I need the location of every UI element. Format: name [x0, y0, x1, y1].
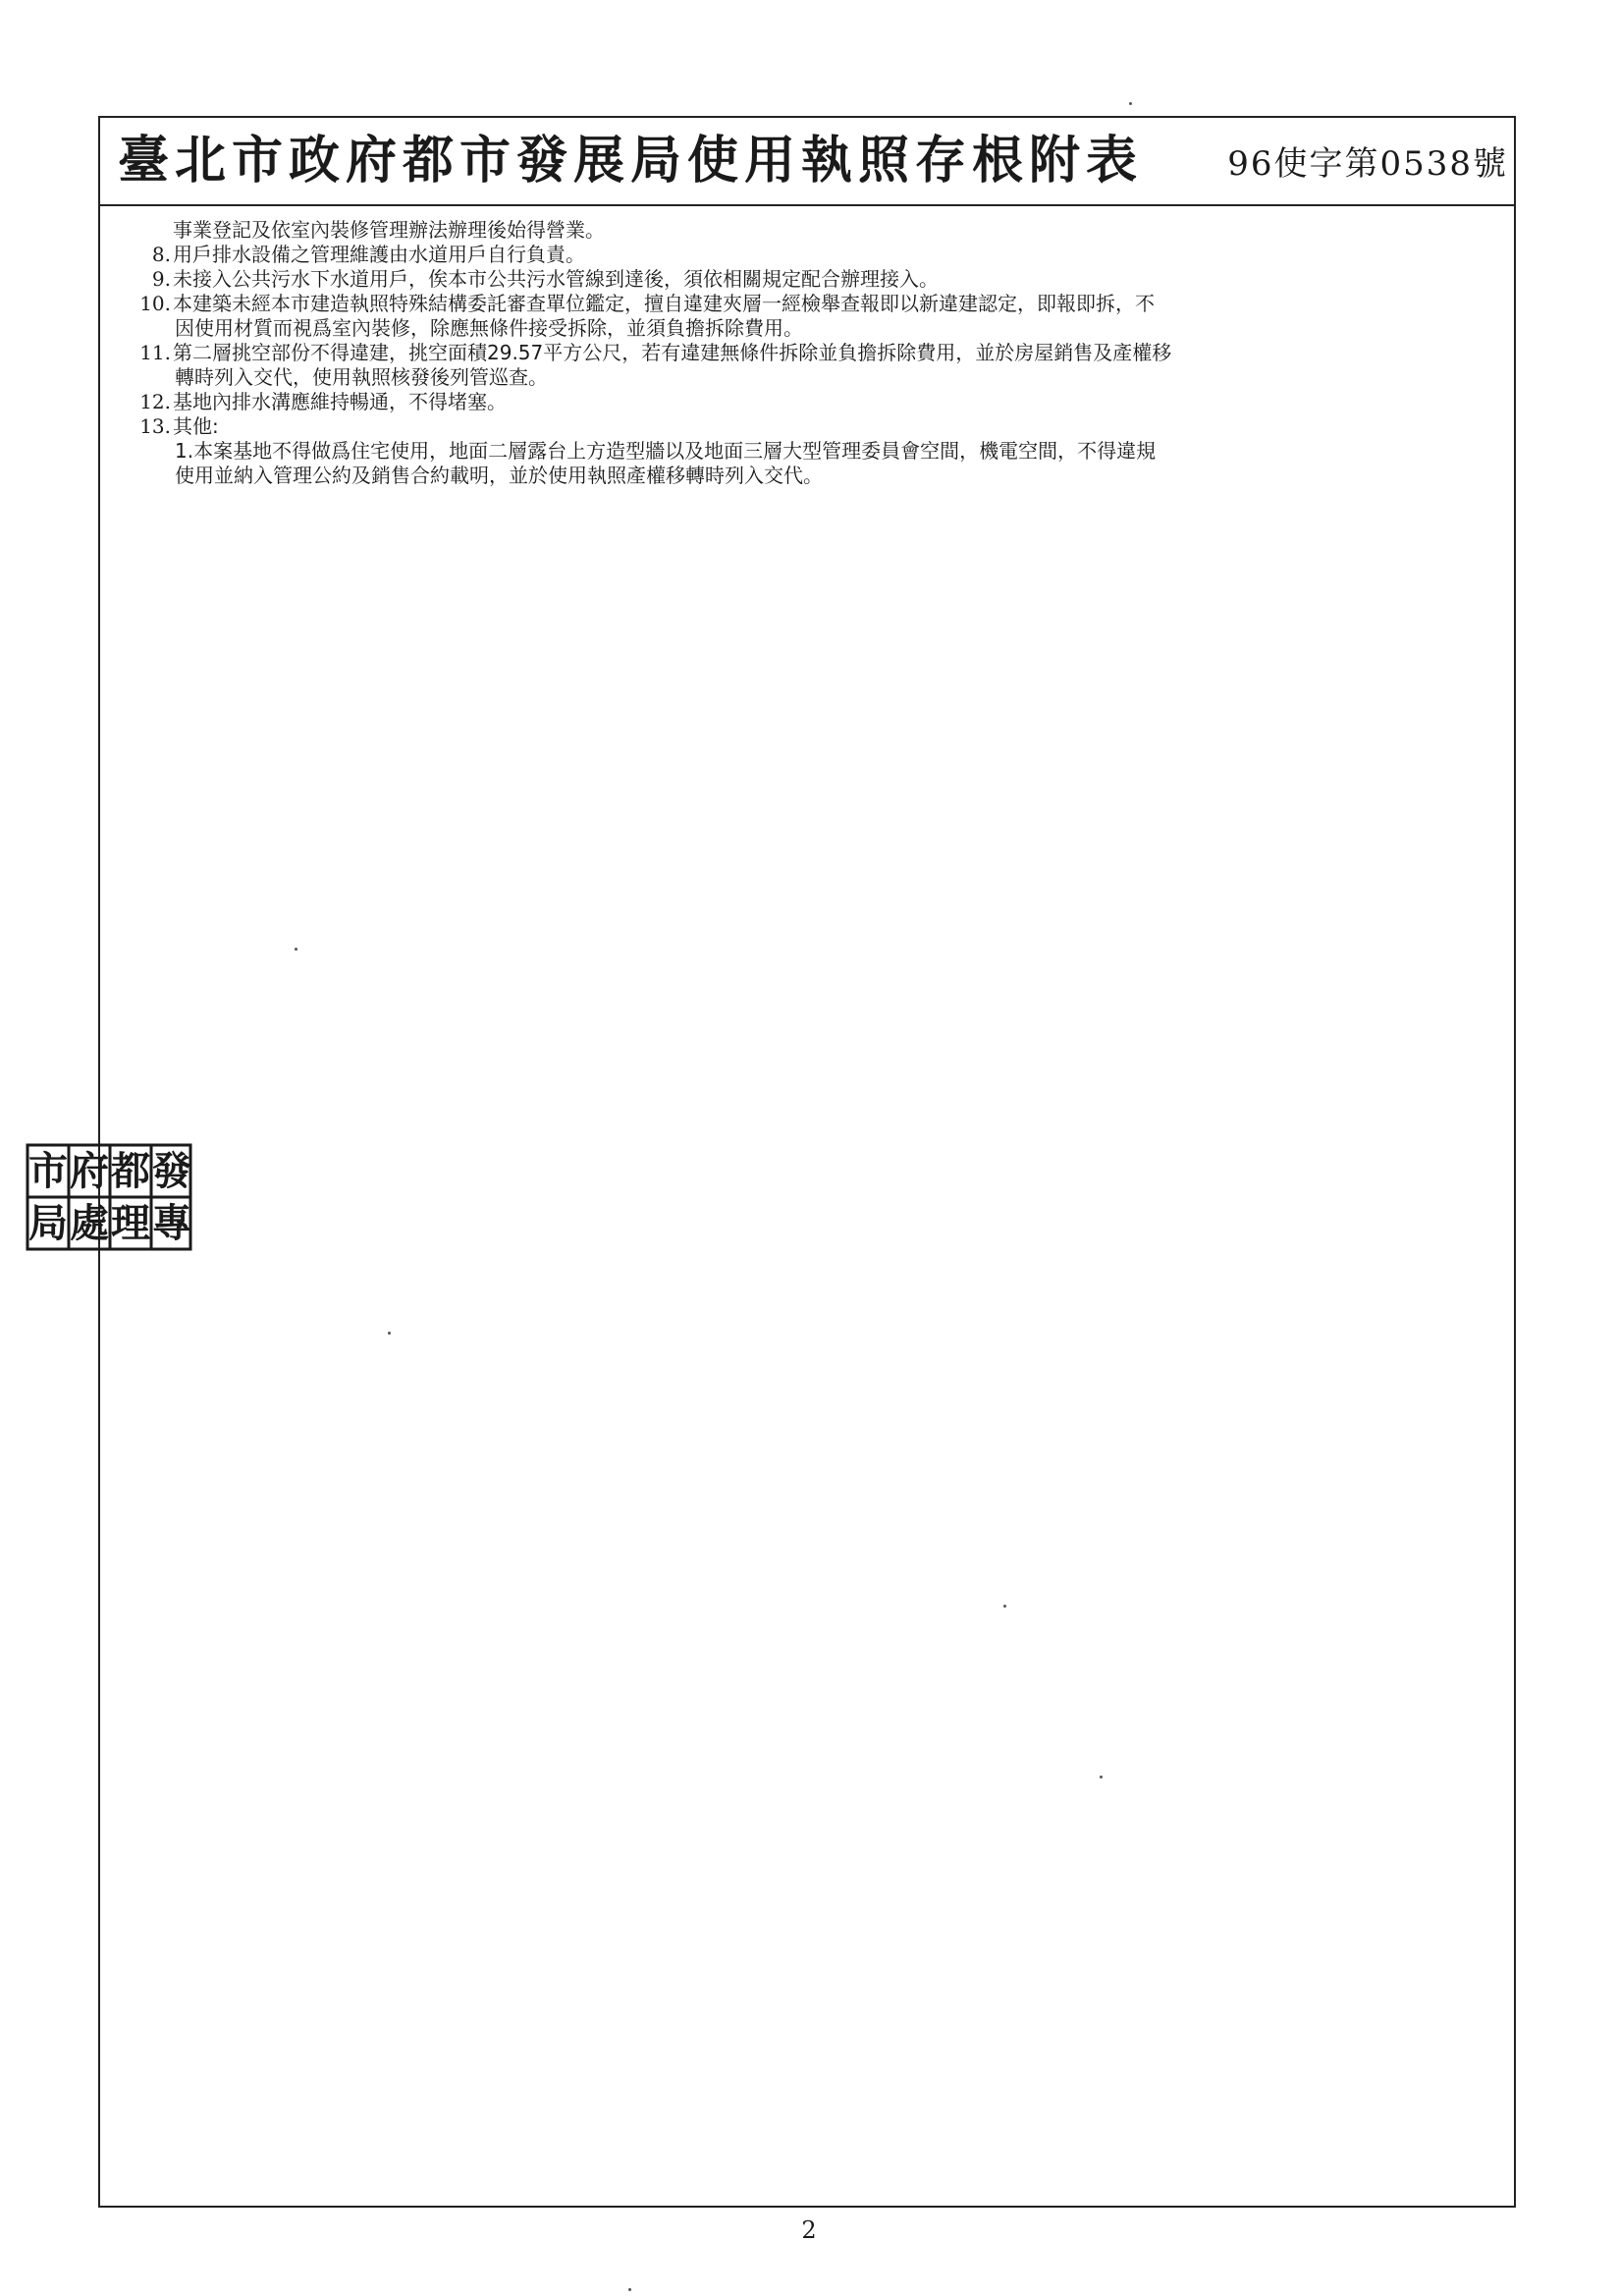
item-text: 轉時列入交代，使用執照核發後列管巡查。: [175, 365, 548, 389]
page-number: 2: [801, 2216, 817, 2244]
document-title: 臺北市政府都市發展局使用執照存根附表: [118, 131, 1144, 191]
item-number: 8.: [151, 243, 171, 266]
list-item: [128, 390, 1502, 414]
item-number: 9.: [151, 267, 171, 291]
seal-glyph: 市: [28, 1148, 68, 1194]
item-text: 用戶排水設備之管理維護由水道用戶自行負責。: [173, 243, 585, 266]
document-frame: [98, 116, 1516, 2208]
item-text: 本建築未經本市建造執照特殊結構委託審查單位鑑定，擅自違建夾層一經檢舉查報即以新違建認定，即報即拆，不: [173, 292, 1155, 315]
item-text: 使用並納入管理公約及銷售合約載明，並於使用執照產權移轉時列入交代。: [175, 464, 823, 487]
seal-glyph: 理: [111, 1200, 150, 1246]
scan-speck: [1100, 1776, 1103, 1778]
list-item-continuation: [128, 316, 1502, 341]
item-text: 基地內排水溝應維持暢通，不得堵塞。: [173, 390, 507, 413]
seal-glyph: 府: [70, 1148, 109, 1194]
item-text: 未接入公共污水下水道用戶，俟本市公共污水管線到達後，須依相關規定配合辦理接入。: [173, 267, 939, 291]
item-number: 11.: [139, 341, 171, 364]
seal-glyph: 都: [111, 1148, 150, 1194]
list-item: [128, 414, 1502, 439]
list-subitem-continuation: [128, 464, 1502, 488]
official-seal-stamp: [26, 1143, 192, 1251]
list-item: [128, 292, 1502, 316]
seal-glyph: 局: [28, 1200, 68, 1246]
scan-speck: [628, 2288, 631, 2291]
scan-speck: [1129, 102, 1132, 105]
item-text: 其他:: [173, 414, 219, 438]
item-text: 因使用材質而視爲室內裝修，除應無條件接受拆除，並須負擔拆除費用。: [175, 316, 803, 340]
item-text: 1.本案基地不得做爲住宅使用，地面二層露台上方造型牆以及地面三層大型管理委員會空間，機電空間，不得違規: [175, 439, 1157, 463]
item-number: 13.: [139, 414, 171, 438]
item-number: 12.: [139, 390, 171, 413]
list-item: [128, 267, 1502, 292]
item-number: 10.: [139, 292, 171, 315]
seal-glyph: 專: [152, 1200, 191, 1246]
scan-speck: [388, 1332, 391, 1335]
seal-glyph: 發: [152, 1148, 191, 1194]
item-text: 事業登記及依室內裝修管理辦法辦理後始得營業。: [173, 218, 605, 242]
scan-speck: [295, 948, 297, 951]
list-item-continuation: [128, 365, 1502, 390]
conditions-list: [128, 218, 1502, 488]
list-subitem: [128, 439, 1502, 464]
list-item: [128, 243, 1502, 267]
document-number: 96使字第0538號: [1227, 144, 1508, 184]
item-text: 第二層挑空部份不得違建，挑空面積29.57平方公尺，若有違建無條件拆除並負擔拆除費用，並於房屋銷售及產權移: [173, 341, 1172, 364]
list-item: [128, 341, 1502, 365]
list-item: [128, 218, 1502, 243]
seal-glyph: 處: [70, 1200, 109, 1246]
scan-speck: [1003, 1605, 1006, 1608]
document-header: [100, 118, 1514, 206]
